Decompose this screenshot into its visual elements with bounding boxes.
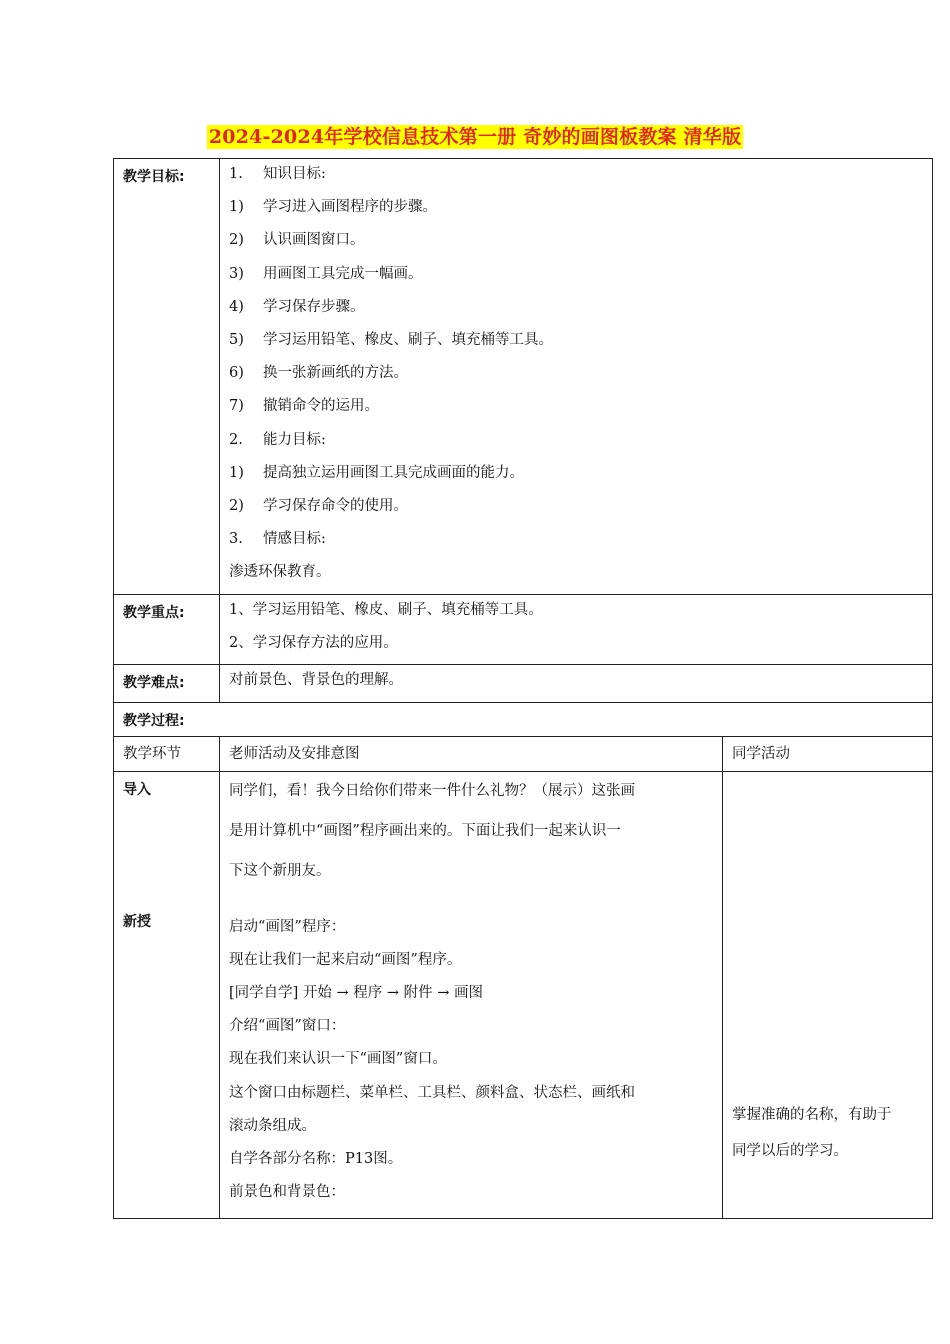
goal-line (229, 560, 924, 593)
goals-content (220, 159, 933, 595)
stage-intro: 导入 (123, 781, 151, 798)
new-line: 这个窗口由标题栏、菜单栏、工具栏、颜料盒、状态栏、画纸和 (229, 1084, 635, 1101)
goal-text: 能力目标: (263, 431, 326, 448)
goal-line (229, 394, 924, 427)
goal-text: 学习进入画图程序的步骤。 (263, 199, 437, 216)
goal-line (229, 527, 924, 560)
difficulty-text: 对前景色、背景色的理解。 (229, 672, 403, 689)
goals-label: 教学目标: (114, 159, 220, 595)
goal-num: 2) (229, 497, 244, 514)
key-points-label: 教学重点: (114, 595, 220, 665)
goal-text: 渗透环保教育。 (229, 564, 331, 581)
goal-text: 学习保存命令的使用。 (263, 497, 408, 514)
goal-num: 7) (229, 398, 244, 415)
difficulty-content (220, 665, 933, 702)
goal-text: 学习保存步骤。 (263, 298, 365, 315)
goal-text: 认识画图窗口。 (263, 232, 365, 249)
goal-line (229, 262, 924, 295)
student-line: 掌握准确的名称，有助于 (732, 1106, 892, 1123)
goal-line (229, 494, 924, 527)
goal-line (229, 295, 924, 328)
goal-line (229, 361, 924, 394)
goal-line (229, 328, 924, 361)
key-points-row (114, 595, 933, 665)
goal-text: 知识目标: (263, 166, 326, 182)
goal-line (229, 228, 924, 261)
new-line: 滚动条组成。 (229, 1117, 316, 1134)
new-line: [同学自学] 开始 → 程序 → 附件 → 画图 (229, 984, 484, 1001)
header-teacher: 老师活动及安排意图 (220, 736, 723, 771)
goal-text: 学习运用铅笔、橡皮、刷子、填充桶等工具。 (263, 331, 553, 348)
goal-line (229, 461, 924, 494)
new-line: 前景色和背景色： (229, 1184, 345, 1201)
goal-num: 3. (229, 531, 243, 548)
difficulty-label: 教学难点: (114, 665, 220, 702)
new-line: 自学各部分名称：P13图。 (229, 1150, 403, 1167)
goal-text: 提高独立运用画图工具完成画面的能力。 (263, 464, 524, 481)
intro-line: 下这个新朋友。 (229, 862, 331, 879)
stage-cell (114, 771, 220, 1218)
intro-line: 同学们，看！我今日给你们带来一件什么礼物？（展示）这张画 (229, 782, 635, 799)
goal-line (229, 195, 924, 228)
goal-num: 4) (229, 298, 244, 315)
goal-num: 1. (229, 166, 243, 182)
title-text: 2024-2024年学校信息技术第一册 奇妙的画图板教案 清华版 (208, 126, 742, 148)
goal-num: 6) (229, 365, 244, 382)
header-student: 同学活动 (723, 736, 933, 771)
student-activity-cell (723, 771, 933, 1218)
new-line: 启动“画图”程序： (229, 918, 346, 935)
difficulty-row (114, 665, 933, 702)
document-title (0, 122, 950, 149)
lesson-plan-table (113, 158, 933, 1219)
student-line: 同学以后的学习。 (732, 1142, 848, 1159)
goal-text: 撤销命令的运用。 (263, 398, 379, 415)
goal-line (229, 162, 924, 195)
goal-num: 2. (229, 431, 243, 448)
teacher-activity-cell (220, 771, 723, 1218)
goal-line (229, 428, 924, 461)
new-line: 现在我们来认识一下“画图”窗口。 (229, 1051, 447, 1068)
process-header-row (114, 736, 933, 771)
goal-text: 情感目标: (263, 531, 326, 548)
header-stage: 教学环节 (114, 736, 220, 771)
goal-num: 5) (229, 331, 244, 348)
intro-line: 是用计算机中“画图”程序画出来的。下面让我们一起来认识一 (229, 822, 621, 839)
process-label: 教学过程: (114, 702, 933, 736)
goal-num: 3) (229, 265, 244, 282)
key-point-line: 2、学习保存方法的应用。 (229, 635, 398, 652)
goal-num: 2) (229, 232, 244, 249)
new-line: 介绍“画图”窗口： (229, 1018, 346, 1035)
stage-new: 新授 (123, 913, 151, 930)
goals-row (114, 159, 933, 595)
goal-num: 1) (229, 199, 244, 216)
goal-text: 换一张新画纸的方法。 (263, 365, 408, 382)
new-line: 现在让我们一起来启动“画图”程序。 (229, 951, 462, 968)
key-points-content (220, 595, 933, 665)
key-point-line: 1、学习运用铅笔、橡皮、刷子、填充桶等工具。 (229, 602, 543, 618)
goal-text: 用画图工具完成一幅画。 (263, 265, 423, 282)
process-row (114, 702, 933, 736)
goal-num: 1) (229, 464, 244, 481)
process-body-row (114, 771, 933, 1218)
